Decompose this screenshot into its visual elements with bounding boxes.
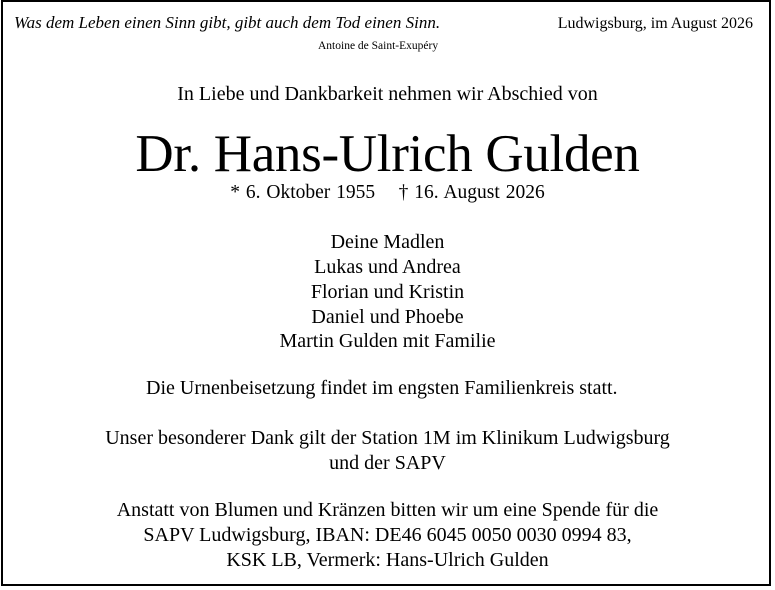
intro-line: In Liebe und Dankbarkeit nehmen wir Abschied von [177, 83, 598, 105]
place-and-date: Ludwigsburg, im August 2026 [557, 15, 753, 32]
mourner-line: Martin Gulden mit Familie [279, 330, 496, 352]
donation-line: SAPV Ludwigsburg, IBAN: DE46 6045 0050 0030 0994 83, [143, 524, 632, 546]
thanks-line: und der SAPV [329, 452, 446, 474]
mourner-line: Daniel und Phoebe [311, 306, 464, 328]
mourner-line: Deine Madlen [330, 231, 445, 253]
burial-note: Die Urnenbeisetzung findet im engsten Familienkreis statt. [146, 377, 618, 399]
donation-line: Anstatt von Blumen und Kränzen bitten wir um eine Spende für die [116, 499, 659, 521]
epigraph-quote: Was dem Leben einen Sinn gibt, gibt auch dem Tod einen Sinn. [14, 13, 441, 32]
thanks-line: Unser besonderer Dank gilt der Station 1M im Klinikum Ludwigsburg [105, 427, 670, 449]
life-dates: * 6. Oktober 1955 † 16. August 2026 [230, 182, 545, 203]
donation-line: KSK LB, Vermerk: Hans-Ulrich Gulden [226, 549, 549, 571]
deceased-name: Dr. Hans-Ulrich Gulden [135, 125, 640, 183]
mourner-line: Florian und Kristin [310, 281, 465, 303]
mourner-line: Lukas und Andrea [314, 256, 461, 278]
epigraph-author: Antoine de Saint-Exupéry [318, 40, 439, 52]
